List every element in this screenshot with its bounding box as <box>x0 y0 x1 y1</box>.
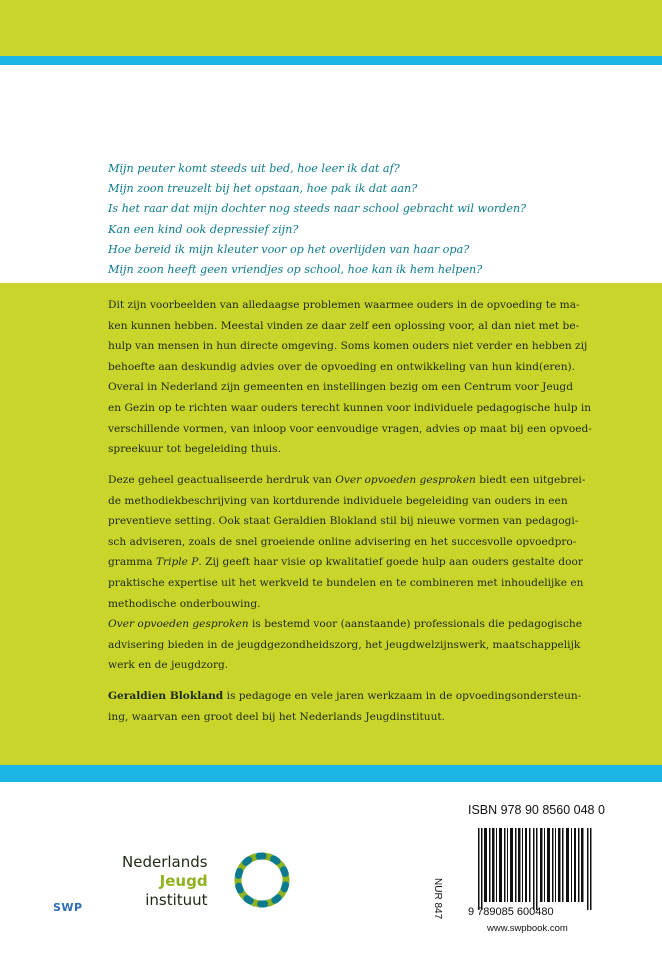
text-line: werk en de jeugdzorg. <box>108 659 229 672</box>
book-title: Over opvoeden gesproken <box>335 474 476 486</box>
top-cyan-stripe <box>0 56 662 65</box>
text-segment: gramma <box>108 556 156 569</box>
text-line: en Gezin op te richten waar ouders terecht kunnen voor individuele pedagogische hulp in <box>108 401 592 414</box>
text-segment: Deze geheel geactualiseerde herdruk van <box>108 474 336 486</box>
question-list <box>108 159 588 280</box>
text-line: spreekuur tot begeleiding thuis. <box>108 443 281 456</box>
text-segment: is pedagoge en vele jaren werkzaam in de opvoedingsondersteun- <box>223 690 582 702</box>
bottom-cyan-stripe <box>0 765 662 782</box>
logo-line: Nederlands <box>122 853 208 871</box>
text-segment: is bestemd voor (aanstaande) professionals die pedagogische <box>248 618 582 631</box>
logo-line: instituut <box>145 891 208 909</box>
text-line: de methodiekbeschrijving van kortdurende individuele begeleiding van ouders in een <box>108 494 568 507</box>
publisher-logo: SWP <box>53 901 83 914</box>
text-line <box>108 686 582 707</box>
text-line: ing, waarvan een groot deel bij het Nederlands Jeugdinstituut. <box>108 710 446 723</box>
text-line: Overal in Nederland zijn gemeenten en instellingen bezig om een Centrum voor Jeugd <box>108 381 573 394</box>
text-line: Dit zijn voorbeelden van alledaagse problemen waarmee ouders in de opvoeding te ma- <box>108 299 580 311</box>
nji-logo-icon <box>230 848 294 912</box>
book-title: Over opvoeden gesproken <box>108 618 249 631</box>
question-item: Mijn zoon treuzelt bij het opstaan, hoe pak ik dat aan? <box>108 182 418 196</box>
text-line <box>108 552 583 573</box>
text-line: methodische onderbouwing. <box>108 597 261 610</box>
isbn-text: ISBN 978 90 8560 048 0 <box>468 803 605 817</box>
top-color-band <box>0 0 662 56</box>
text-line: praktische expertise uit het werkveld te bundelen en te combineren met inhoudelijke en <box>108 576 584 589</box>
program-title: Triple P <box>155 556 199 569</box>
text-line: hulp van mensen in hun directe omgeving. Soms komen ouders niet verder en hebben zij <box>108 340 588 353</box>
barcode <box>478 828 592 910</box>
nur-code: NUR 847 <box>432 878 443 920</box>
text-line <box>108 470 586 491</box>
text-line: sch adviseren, zoals de snel groeiende online advisering en het succesvolle opvoedpro- <box>108 535 577 548</box>
nji-logo-text <box>122 853 208 910</box>
text-line: preventieve setting. Ook staat Geraldien Blokland stil bij nieuwe vormen van pedagogi- <box>108 515 579 528</box>
text-segment: . Zij geeft haar visie op kwalitatief goede hulp aan ouders gestalte door <box>198 556 583 569</box>
question-item: Is het raar dat mijn dochter nog steeds naar school gebracht wil worden? <box>108 202 527 216</box>
text-line: verschillende vormen, van inloop voor eenvoudige vragen, advies op maat bij een opvoed- <box>108 422 592 435</box>
question-item: Kan een kind ook depressief zijn? <box>108 222 299 236</box>
website-url: www.swpbook.com <box>487 923 568 934</box>
author-bio-paragraph <box>108 686 582 727</box>
text-segment: biedt een uitgebrei- <box>475 474 586 486</box>
logo-line: Jeugd <box>159 872 208 890</box>
question-item: Mijn peuter komt steeds uit bed, hoe leer ik dat af? <box>108 162 400 175</box>
question-item: Hoe bereid ik mijn kleuter voor op het overlijden van haar opa? <box>108 242 470 256</box>
book-description-paragraph <box>108 470 586 676</box>
text-line <box>108 614 582 635</box>
text-line: behoefte aan deskundig advies over de opvoeding en ontwikkeling van hun kind(eren). <box>108 360 576 373</box>
barcode-number: 9 789085 600480 <box>468 906 554 918</box>
text-line: ken kunnen hebben. Meestal vinden ze daar zelf een oplossing voor, al dan niet met be- <box>108 319 580 332</box>
author-name: Geraldien Blokland <box>108 690 224 702</box>
text-line: advisering bieden in de jeugdgezondheidszorg, het jeugdwelzijnswerk, maatschappelijk <box>108 638 581 651</box>
question-item: Mijn zoon heeft geen vriendjes op school, hoe kan ik hem helpen? <box>108 263 483 277</box>
intro-paragraph <box>108 295 592 460</box>
